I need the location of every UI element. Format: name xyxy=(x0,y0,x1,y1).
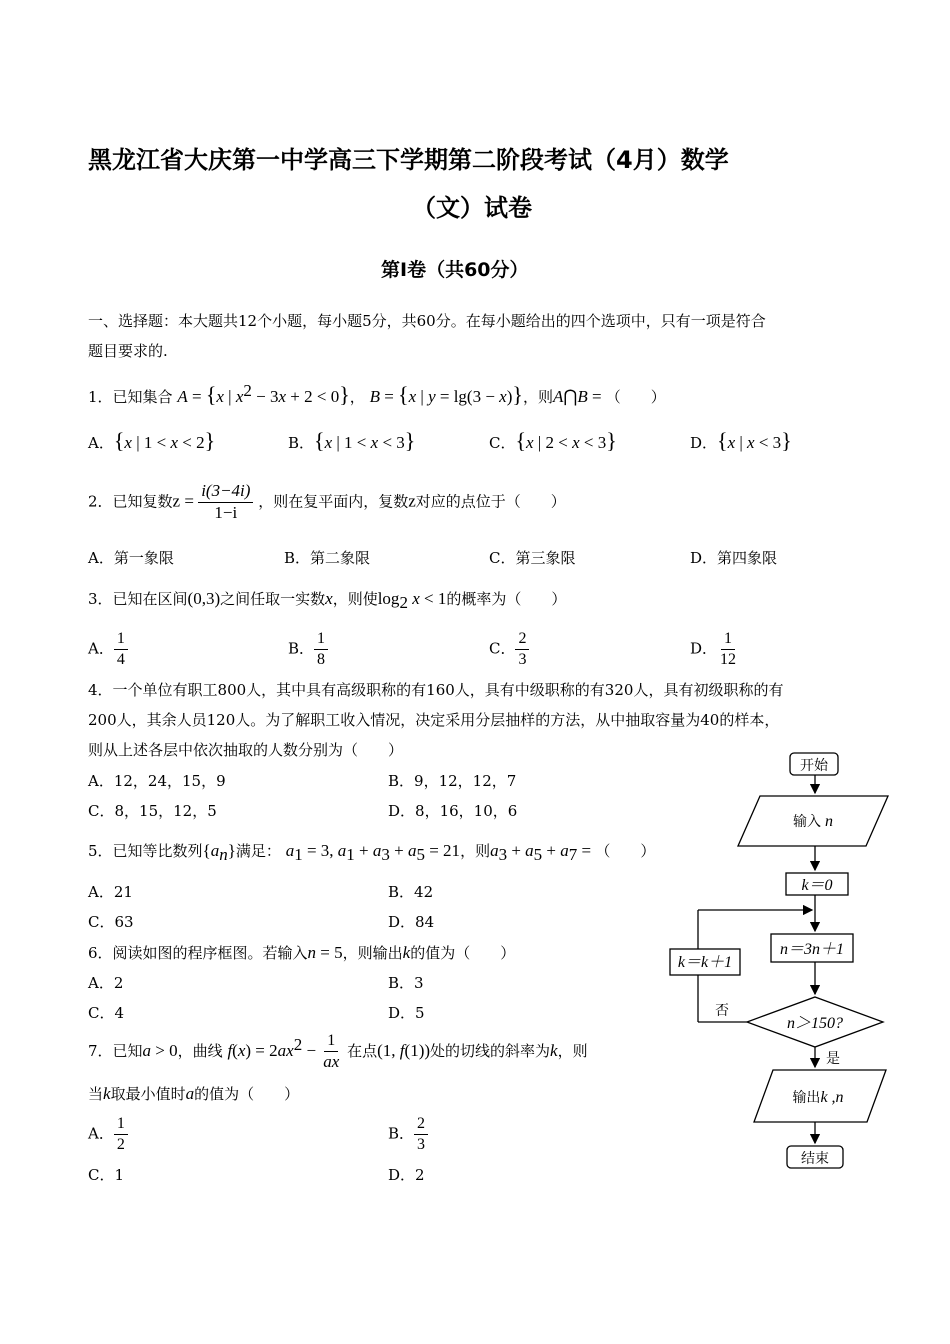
q3-mid: 之间任取一实数 xyxy=(220,590,326,608)
q3-option-b: B． $\frac{1}{8}$ xyxy=(288,630,328,669)
q5-option-b: B．42 xyxy=(388,883,434,901)
flowchart-output-label: 输出k ,n xyxy=(792,1089,844,1106)
flowchart-update-n-label: n＝3n＋1 xyxy=(779,941,845,958)
q6-option-c: C．4 xyxy=(88,1004,125,1022)
q5-option-d: D．84 xyxy=(388,913,435,931)
exam-title-line1: 黑龙江省大庆第一中学高三下学期第二阶段考试（4月）数学 xyxy=(88,146,729,174)
q2-option-d: D．第四象限 xyxy=(690,549,778,567)
q6-mid: ，则输出 xyxy=(342,944,403,962)
q7-option-c: C．1 xyxy=(88,1166,125,1184)
q2-fraction: $\frac{i(3-4i)}{1-i}$ xyxy=(198,482,253,523)
q3-mid2: ，则使 xyxy=(332,590,378,608)
q7-option-a: A． $\frac{1}{2}$ xyxy=(88,1115,128,1154)
instructions-line2: 题目要求的. xyxy=(88,342,168,360)
q1-prefix: 1．已知集合 xyxy=(88,388,173,406)
flowchart-no-label: 否 xyxy=(715,1003,729,1019)
q5-option-c: C．63 xyxy=(88,913,134,931)
q2-prefix: 2．已知复数 xyxy=(88,492,173,511)
q7-option-d: D．2 xyxy=(388,1166,425,1184)
flowchart-input-label: 输入 n xyxy=(793,813,833,830)
q7-mid4: ，则 xyxy=(557,1042,588,1060)
q1-option-a: A．{x | 1 < x < 2} xyxy=(88,428,216,453)
q2-option-b: B．第二象限 xyxy=(284,549,371,567)
q5-mid: 满足： xyxy=(235,842,281,860)
flowchart-start-label: 开始 xyxy=(800,758,828,774)
q5-option-a: A．21 xyxy=(88,883,133,901)
flowchart-update-k-label: k＝k＋1 xyxy=(677,954,733,971)
q2-option-c: C．第三象限 xyxy=(489,549,576,567)
q6-option-d: D．5 xyxy=(388,1004,425,1022)
q7-mid3: 处的切线的斜率为 xyxy=(430,1042,551,1060)
flowchart-end-label: 结束 xyxy=(801,1151,829,1167)
q6-option-a: A．2 xyxy=(88,974,124,992)
q2-option-a: A．第一象限 xyxy=(88,549,174,567)
q5-suffix: ，则 xyxy=(460,842,491,860)
q4-line2: 200人，其余人员120人。为了解职工收入情况，决定采用分层抽样的方法，从中抽取容量为40的样本， xyxy=(88,711,780,729)
q7-mid2: 在点 xyxy=(347,1042,378,1060)
q7-prefix: 7．已知 xyxy=(88,1042,143,1060)
question-7: 7．已知a > 0，曲线 $f(x) = 2ax^2$ − $\frac{1}{ax}$ 在点(1, f(1))处的切线的斜率为k，则 xyxy=(88,1032,588,1071)
q7-line2: 当k取最小值时a的值为（ ） xyxy=(88,1084,300,1103)
q6-suffix: 的值为（ ） xyxy=(410,944,516,962)
q6-option-b: B．3 xyxy=(388,974,424,992)
q5-prefix: 5．已知等比数列 xyxy=(88,842,203,860)
exam-title-line2: （文）试卷 xyxy=(412,194,532,222)
q4-option-a: A．12，24，15，9 xyxy=(88,772,226,790)
question-3: 3．已知在区间(0,3)之间任取一实数x，则使$\log_2 x < 1$的概率为（ ） xyxy=(88,589,567,612)
q3-option-d: D． $\frac{1}{12}$ xyxy=(690,630,737,668)
q4-line1: 4．一个单位有职工800人，其中具有高级职称的有160人，具有中级职称的有320人，具有初级职称的有 xyxy=(88,681,784,699)
q3-option-c: C． $\frac{2}{3}$ xyxy=(489,630,529,669)
flowchart-yes-label: 是 xyxy=(826,1051,840,1067)
q3-option-a: A． $\frac{1}{4}$ xyxy=(88,630,128,669)
question-2: 2．已知复数z = $\frac{i(3-4i)}{1-i}$ ，则在复平面内，复数z对应的点位于（ ） xyxy=(88,481,566,522)
instructions-line1: 一、选择题：本大题共12个小题，每小题5分，共60分。在每小题给出的四个选项中，只有一项是符合 xyxy=(88,312,766,330)
q3-interval: (0,3) xyxy=(187,589,221,608)
q5-blank: （ ） xyxy=(595,842,656,860)
q2-suffix: ，则在复平面内，复数 xyxy=(258,492,409,511)
q7-option-b: B． $\frac{2}{3}$ xyxy=(388,1115,428,1154)
flowchart-condition-label: n＞150? xyxy=(786,1015,844,1032)
flowchart-init-label: k＝0 xyxy=(801,877,833,894)
q4-line3: 则从上述各层中依次抽取的人数分别为（ ） xyxy=(88,741,404,759)
q1-blank: （ ） xyxy=(605,388,666,406)
q4-option-c: C．8，15，12，5 xyxy=(88,802,217,820)
q1-suffix: ，则 xyxy=(522,388,553,406)
q3-prefix: 3．已知在区间 xyxy=(88,590,188,608)
section-title: 第Ⅰ卷（共60分） xyxy=(381,259,529,281)
q4-option-d: D．8，16，10，6 xyxy=(388,802,518,820)
flowchart xyxy=(660,745,900,1185)
question-5: 5．已知等比数列$\{a_n\}$满足： $a_1 = 3$, $a_1 + a_3 + a_5 = 21$，则$a_3 + a_5 + a_7$ = （ ） xyxy=(88,841,656,864)
q3-suffix: 的概率为（ ） xyxy=(446,590,567,608)
q7-mid: ，曲线 xyxy=(177,1042,223,1060)
q6-prefix: 6．阅读如图的程序框图。若输入 xyxy=(88,944,308,962)
question-6: 6．阅读如图的程序框图。若输入n = 5，则输出k的值为（ ） xyxy=(88,943,516,962)
question-1: 1．已知集合 A = {x | $x^2 - 3x + 2 < 0$}， B = {x | y = lg(3 − x)}，则A⋂B = （ ） xyxy=(88,381,666,407)
q1-option-b: B．{x | 1 < x < 3} xyxy=(288,428,416,453)
q2-suffix2: 对应的点位于（ ） xyxy=(415,492,566,511)
q1-comma: ， xyxy=(349,388,365,406)
q1-option-c: C．{x | 2 < x < 3} xyxy=(489,428,617,453)
q4-option-b: B．9，12，12，7 xyxy=(388,772,517,790)
q1-option-d: D．{x | x < 3} xyxy=(690,428,792,453)
